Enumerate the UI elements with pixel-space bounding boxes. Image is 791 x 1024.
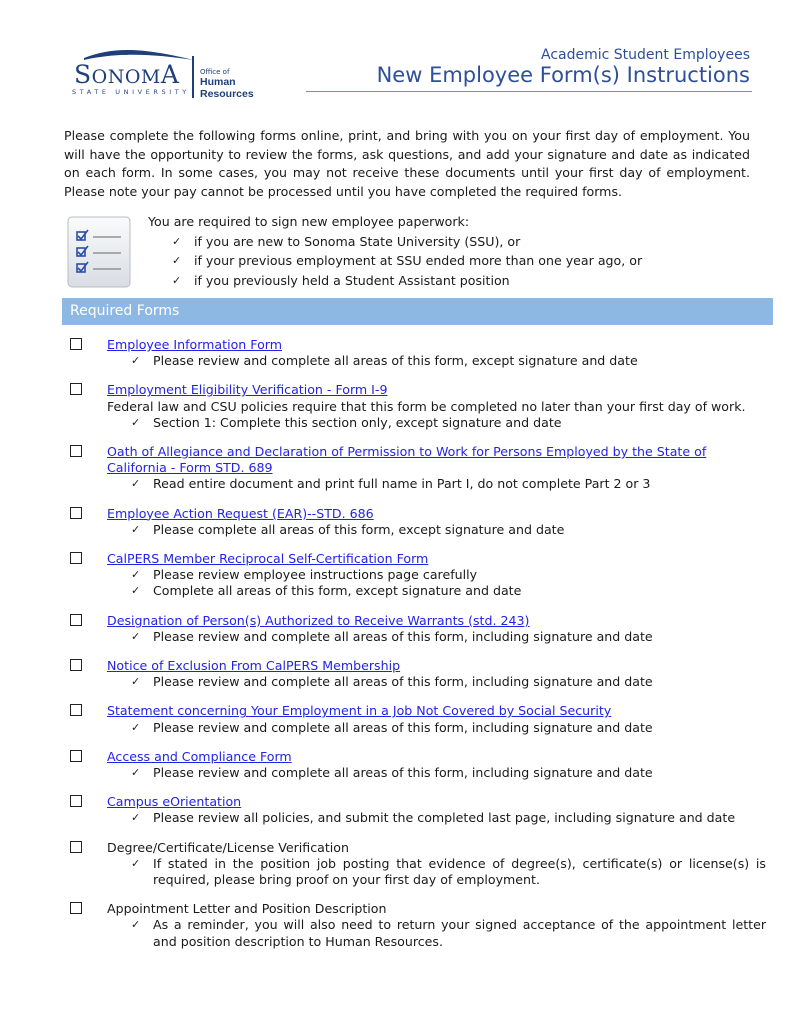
checkmark-icon: ✓ (172, 273, 182, 287)
required-forms-list (70, 337, 766, 963)
instruction-item: ✓ Complete all areas of this form, except signature and date (131, 583, 522, 599)
form-item (70, 444, 766, 493)
form-item (70, 551, 766, 600)
instruction-item: ✓ Please review all policies, and submit the completed last page, including signature and date (131, 810, 736, 826)
form-link-employee-information[interactable]: Employee Information Form (107, 337, 283, 352)
header-subtitle: Academic Student Employees (541, 47, 750, 63)
instruction-item: ✓ Please review and complete all areas of this form, including signature and date (131, 719, 653, 735)
header-rule (306, 91, 752, 92)
checkmark-icon: ✓ (131, 856, 141, 870)
checkmark-icon: ✓ (131, 584, 141, 598)
instruction-item: ✓ As a reminder, you will also need to return your signed acceptance of the appointment letter and position description to Human Resources. (131, 917, 766, 949)
instruction-item: ✓ Section 1: Complete this section only, except signature and date (131, 414, 562, 430)
checkbox[interactable] (70, 338, 82, 350)
form-item (70, 382, 766, 431)
checkbox[interactable] (70, 795, 82, 807)
form-title-appointment-letter: Appointment Letter and Position Description (107, 901, 387, 917)
checkmark-icon: ✓ (131, 720, 141, 734)
checkbox[interactable] (70, 614, 82, 626)
checkbox[interactable] (70, 750, 82, 762)
logo-hr-line: Human Resources (200, 76, 254, 100)
form-item (70, 337, 766, 369)
checkbox[interactable] (70, 704, 82, 716)
checkmark-icon: ✓ (131, 918, 141, 932)
checkmark-icon: ✓ (131, 568, 141, 582)
sonoma-hr-logo (66, 48, 286, 102)
section-header-required-forms (62, 298, 773, 325)
logo-subtitle: STATE UNIVERSITY (72, 88, 190, 96)
form-item (70, 613, 766, 645)
checkbox[interactable] (70, 841, 82, 853)
intro-paragraph: Please complete the following forms online, print, and bring with you on your first day of employment. You will have the opportunity to review the forms, ask questions, and add your signature and date as indicated on each form. In some cases, you may not receive these documents until your first day of employment. Please note your pay cannot be processed until you have completed the required forms. (64, 128, 750, 199)
form-item (70, 749, 766, 781)
form-link-calpers-reciprocal[interactable]: CalPERS Member Reciprocal Self-Certification Form (107, 551, 429, 567)
form-link-access-compliance[interactable]: Access and Compliance Form (107, 748, 292, 764)
form-link-calpers-exclusion[interactable]: Notice of Exclusion From CalPERS Membership (107, 658, 401, 674)
checkbox[interactable] (70, 902, 82, 914)
requirement-conditions (148, 232, 642, 291)
page-title: New Employee Form(s) Instructions (376, 63, 750, 87)
condition-item: ✓ if your previous employment at SSU ended more than one year ago, or (172, 251, 642, 271)
checkmark-icon: ✓ (131, 811, 141, 825)
instruction-item: ✓ Please review and complete all areas of this form, including signature and date (131, 674, 653, 690)
form-item (70, 506, 766, 538)
checkbox[interactable] (70, 659, 82, 671)
instruction-item: ✓ Please review and complete all areas of this form, including signature and date (131, 628, 653, 644)
checkmark-icon: ✓ (131, 354, 141, 368)
checkbox[interactable] (70, 383, 82, 395)
checkmark-icon: ✓ (131, 415, 141, 429)
checkmark-icon: ✓ (131, 629, 141, 643)
checkbox[interactable] (70, 445, 82, 457)
form-link-campus-eorientation[interactable]: Campus eOrientation (107, 794, 242, 810)
form-link-ear-std686[interactable]: Employee Action Request (EAR)--STD. 686 (107, 505, 374, 521)
checkmark-icon: ✓ (131, 522, 141, 536)
instruction-item: ✓ Please review and complete all areas of this form, including signature and date (131, 765, 653, 781)
form-link-i9[interactable]: Employment Eligibility Verification - Form I-9 (107, 382, 388, 398)
instruction-item: ✓ Please review and complete all areas of this form, except signature and date (131, 353, 638, 369)
form-link-oath-of-allegiance[interactable]: Oath of Allegiance and Declaration of Permission to Work for Persons Employed by the State of California - Form STD. 689 (107, 444, 707, 476)
logo-office-line: Office of (200, 68, 230, 76)
requirement-lead: You are required to sign new employee paperwork: (148, 214, 470, 229)
checkmark-icon: ✓ (131, 477, 141, 491)
checkmark-icon: ✓ (131, 766, 141, 780)
instruction-item: ✓ Please complete all areas of this form, except signature and date (131, 521, 565, 537)
instruction-item: ✓ Please review employee instructions page carefully (131, 567, 478, 583)
form-link-warrants-std243[interactable]: Designation of Person(s) Authorized to Receive Warrants (std. 243) (107, 612, 530, 628)
form-item (70, 901, 766, 950)
checkmark-icon: ✓ (131, 675, 141, 689)
condition-item: ✓ if you previously held a Student Assistant position (172, 271, 642, 291)
form-item (70, 658, 766, 690)
instruction-item: ✓ Read entire document and print full name in Part I, do not complete Part 2 or 3 (131, 476, 651, 492)
form-title-degree-verification: Degree/Certificate/License Verification (107, 839, 349, 855)
checkmark-icon: ✓ (172, 254, 182, 267)
section-title: Required Forms (70, 303, 180, 319)
requirement-block (148, 212, 642, 290)
checkbox[interactable] (70, 552, 82, 564)
checkmark-icon: ✓ (172, 234, 182, 248)
form-item (70, 840, 766, 889)
form-item (70, 794, 766, 826)
instruction-item: ✓ If stated in the position job posting that evidence of degree(s), certificate(s) or license(s) is required, please bring proof on your first day of employment. (131, 855, 766, 888)
checklist-icon (67, 216, 131, 290)
form-note: Federal law and CSU policies require that this form be completed no later than your first day of work. (107, 398, 746, 414)
form-item (70, 703, 766, 735)
checkbox[interactable] (70, 507, 82, 519)
condition-item: ✓ if you are new to Sonoma State University (SSU), or (172, 232, 642, 252)
logo-wordmark: SONOMA (74, 60, 180, 89)
logo-divider (192, 56, 194, 98)
form-link-social-security-statement[interactable]: Statement concerning Your Employment in a Job Not Covered by Social Security (107, 703, 612, 719)
